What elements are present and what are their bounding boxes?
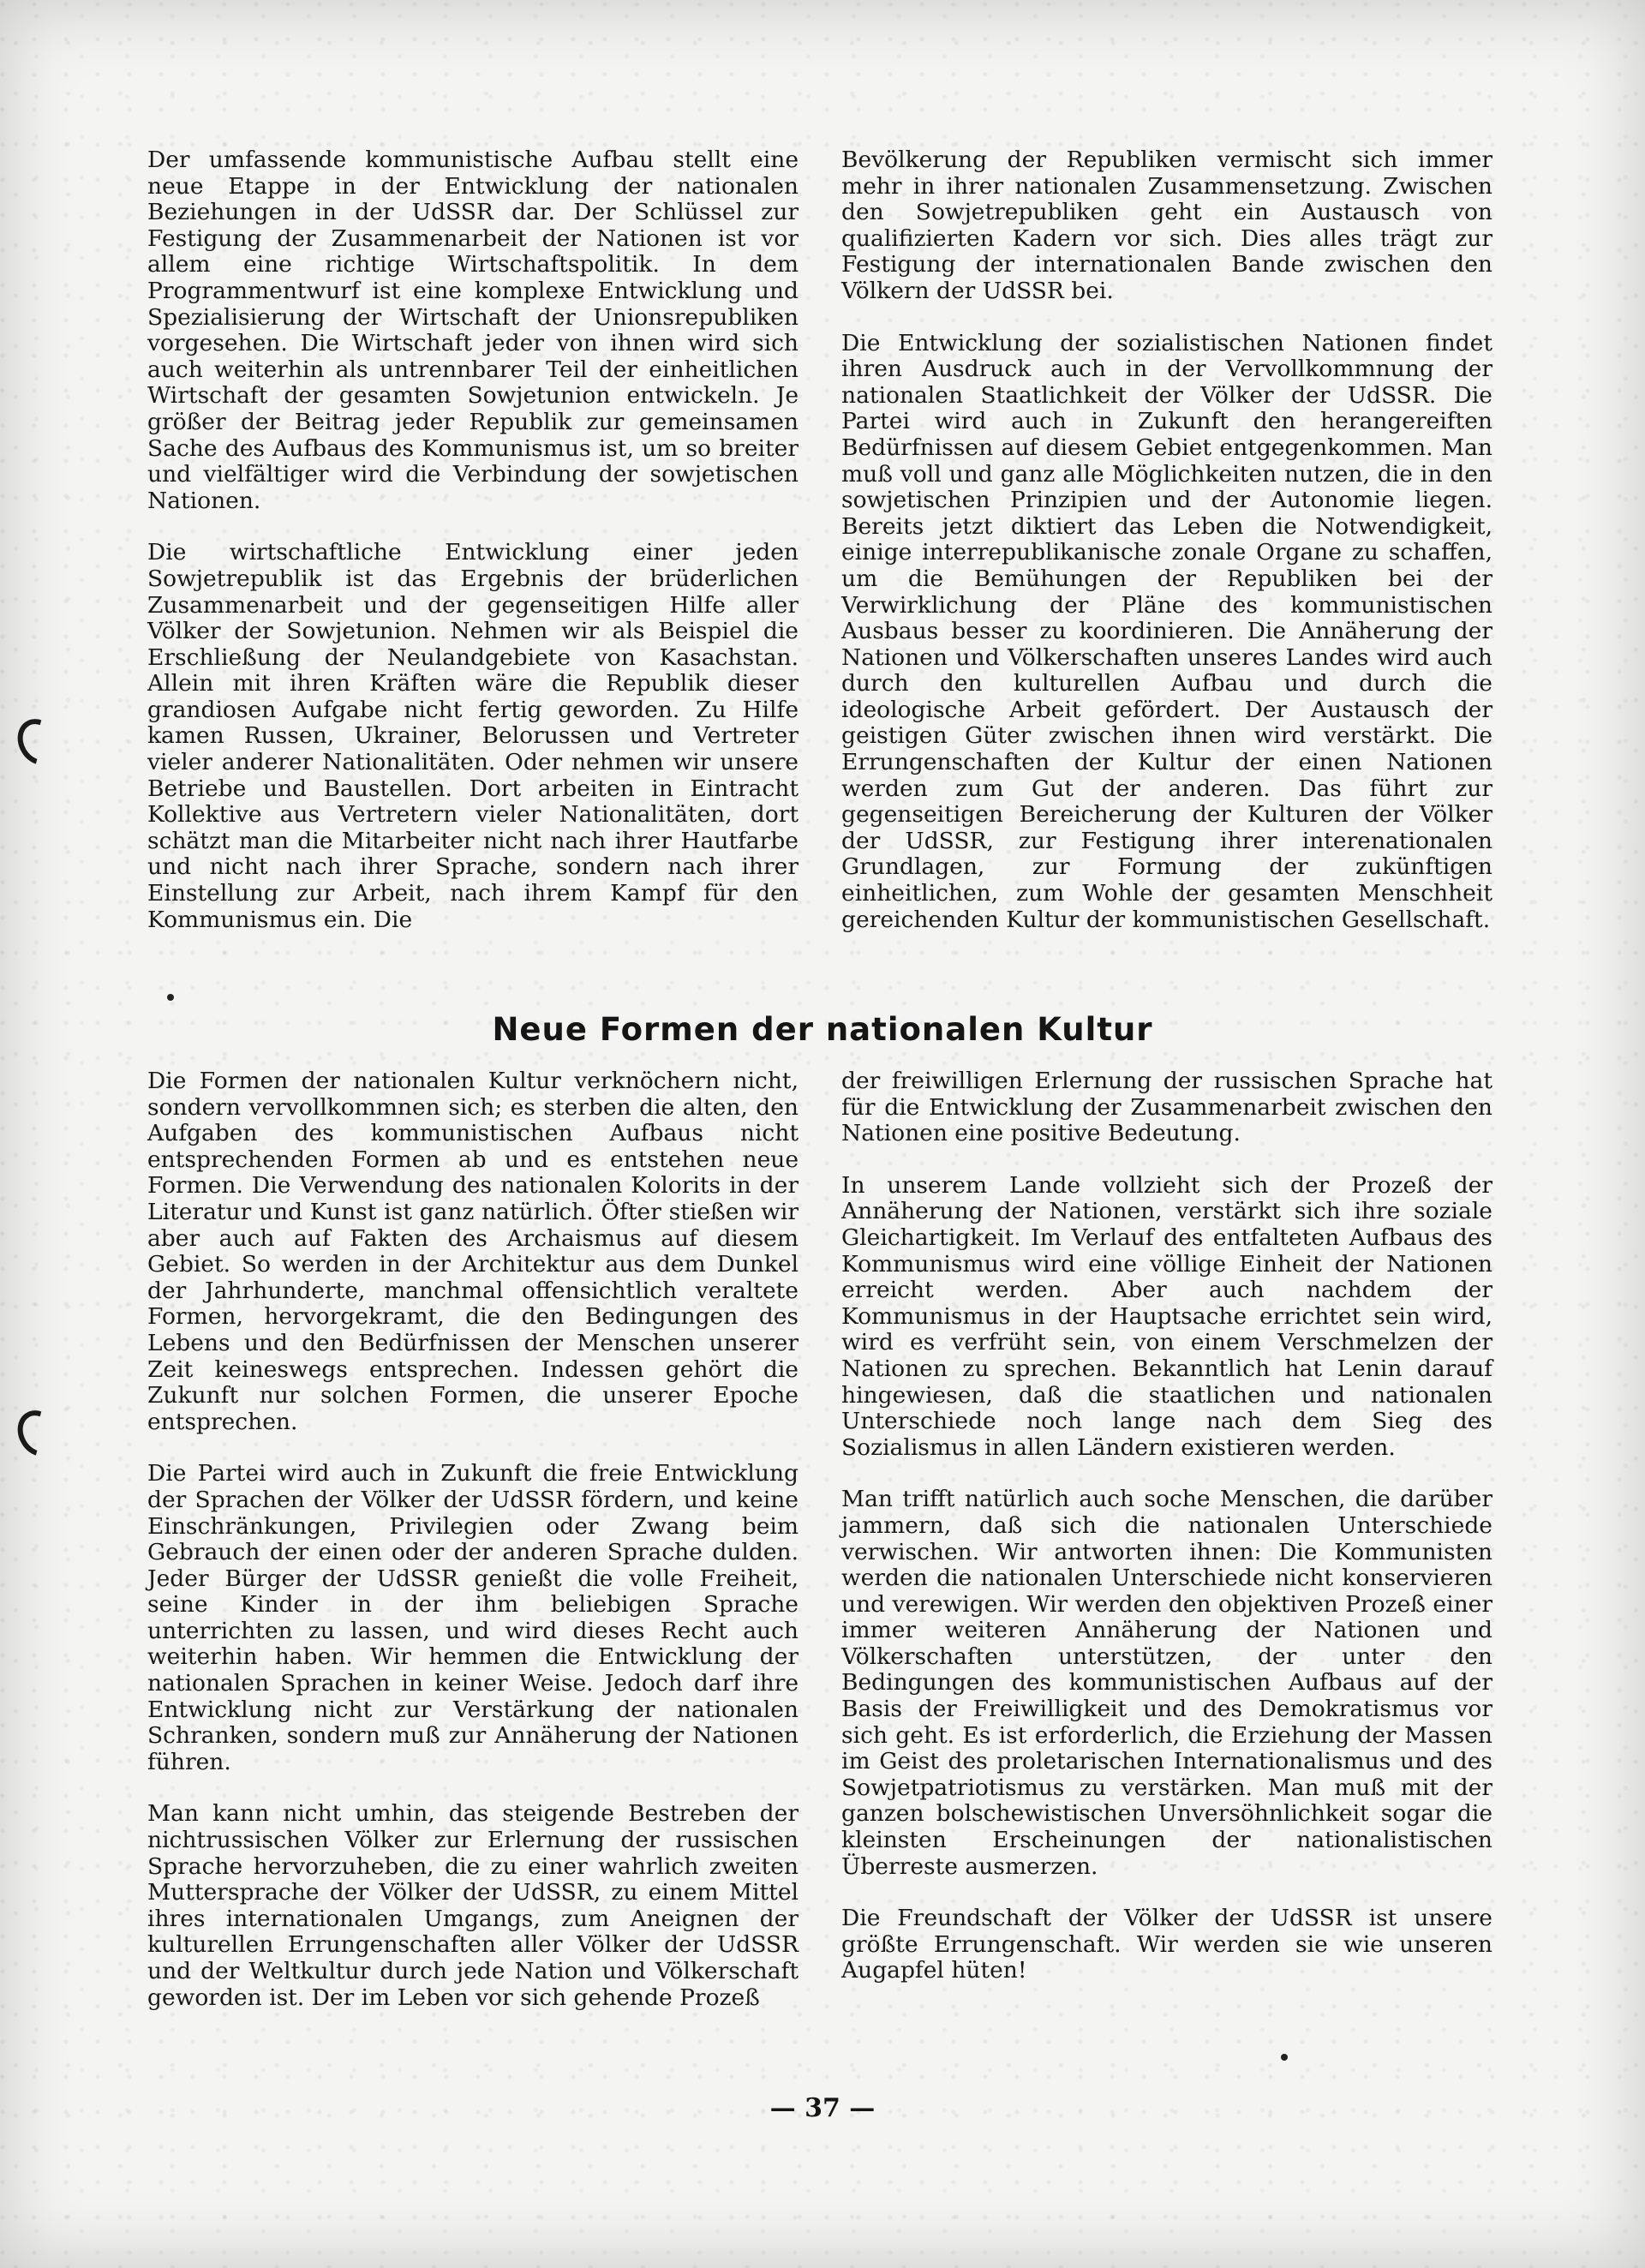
paragraph: In unserem Lande vollzieht sich der Prozeß der Annäherung der Nationen, verstärkt sich ihre soziale Gleichartigkeit. Im Verlauf des entfalteten Aufbaus des Kommunismus wird eine völlige Einheit der Nationen erreicht werden. Aber auch nachdem der Kommunismus in der Hauptsache errichtet sein wird, wird es verfrüht sein, von einem Verschmelzen der Nationen zu sprechen. Bekanntlich hat Lenin darauf hingewiesen, daß die staatlichen und nationalen Unterschiede noch lange nach dem Sieg des Sozialismus in allen Ländern existieren werden. [841,1171,1492,1461]
paragraph: Man trifft natürlich auch soche Menschen, die darüber jammern, daß sich die nationalen Unterschiede verwischen. Wir antworten ihnen: Die Kommunisten werden die nationalen Unterschiede nicht konservieren und verewigen. Wir werden den objektiven Prozeß einer immer weiteren Annäherung der Nationen und Völkerschaften unterstützen, der unter den Bedingungen des kommunistischen Aufbaus auf der Basis der Freiwilligkeit und des Demokratismus vor sich geht. Es ist erforderlich, die Erziehung der Massen im Geist des proletarischen Internationalismus und des Sowjetpatriotismus zu verstärken. Man muß mit der ganzen bolschewistischen Unversöhnlichkeit sogar die kleinsten Erscheinungen der nationalistischen Überreste ausmerzen. [841,1486,1492,1880]
hole-punch-mark [9,711,68,772]
column-right-top [841,147,1492,933]
column-left-top [147,147,799,933]
hole-punch-mark [9,1403,68,1463]
paragraph: Die Entwicklung der sozialistischen Nationen findet ihren Ausdruck auch in der Vervollkommnung der nationalen Staatlichkeit der Völker der UdSSR. Die Partei wird auch in Zukunft den herangereiften Bedürfnissen auf diesem Gebiet entgegenkommen. Man muß voll und ganz alle Möglichkeiten nutzen, die in den sowjetischen Prinzipien und der Autonomie liegen. Bereits jetzt diktiert das Leben die Notwendigkeit, einige interrepublikanische zonale Organe zu schaffen, um die Bemühungen der Republiken bei der Verwirklichung der Pläne des kommunistischen Ausbaus besser zu koordinieren. Die Annäherung der Nationen und Völkerschaften unseres Landes wird auch durch den kulturellen Aufbau und durch die ideologische Arbeit gefördert. Der Austausch der geistigen Güter zwischen ihnen wird verstärkt. Die Errungenschaften der Kultur der einen Nationen werden zum Gut der anderen. Das führt zur gegenseitigen Bereicherung der Kulturen der Völker der UdSSR, zur Festigung ihrer interenationalen Grundlagen, zur Formung der zukünftigen einheitlichen, zum Wohle der gesamten Menschheit gereichenden Kultur der kommunistischen Gesellschaft. [841,329,1492,933]
paragraph: Bevölkerung der Republiken vermischt sich immer mehr in ihrer nationalen Zusammensetzung. Zwischen den Sowjetrepubliken geht ein Austausch von qualifizierten Kadern vor sich. Dies alles trägt zur Festigung der internationalen Bande zwischen den Völkern der UdSSR bei. [841,147,1492,304]
ink-speck [167,994,174,1001]
page-number: — 37 — [769,2093,876,2123]
section-heading: Neue Formen der nationalen Kultur [492,1011,1153,1048]
paragraph: Die Freundschaft der Völker der UdSSR ist unsere größte Errungenschaft. Wir werden sie wie unseren Augapfel hüten! [841,1905,1492,1984]
paragraph: Die Partei wird auch in Zukunft die freie Entwicklung der Sprachen der Völker der UdSSR fördern, und keine Einschränkungen, Privilegien oder Zwang beim Gebrauch der einen oder der anderen Sprache dulden. Jeder Bürger der UdSSR genießt die volle Freiheit, seine Kinder in der ihm beliebigen Sprache unterrichten zu lassen, und wird dieses Recht auch weiterhin haben. Wir hemmen die Entwicklung der nationalen Sprachen in keiner Weise. Jedoch darf ihre Entwicklung nicht zur Verstärkung der nationalen Schranken, sondern muß zur Annäherung der Nationen führen. [147,1460,799,1775]
column-right-bottom [841,1068,1492,1984]
ink-speck [1281,2054,1288,2061]
paragraph: Die Formen der nationalen Kultur verknöchern nicht, sondern vervollkommnen sich; es sterben die alten, den Aufgaben des kommunistischen Aufbaus nicht entsprechenden Formen ab und es entstehen neue Formen. Die Verwendung des nationalen Kolorits in der Literatur und Kunst ist ganz natürlich. Öfter stießen wir aber auch auf Fakten des Archaismus auf diesem Gebiet. So werden in der Architektur aus dem Dunkel der Jahrhunderte, manchmal offensichtlich veraltete Formen, hervorgekramt, die den Bedingungen des Lebens und den Bedürfnissen der Menschen unserer Zeit keineswegs entsprechen. Indessen gehört die Zukunft nur solchen Formen, die unserer Epoche entsprechen. [147,1068,799,1435]
column-left-bottom [147,1068,799,2011]
paragraph: Der umfassende kommunistische Aufbau stellt eine neue Etappe in der Entwicklung der nationalen Beziehungen in der UdSSR dar. Der Schlüssel zur Festigung der Zusammenarbeit der Nationen ist vor allem eine richtige Wirtschaftspolitik. In dem Programmentwurf ist eine komplexe Entwicklung und Spezialisierung der Wirtschaft der Unionsrepubliken vorgesehen. Die Wirtschaft jeder von ihnen wird sich auch weiterhin als untrennbarer Teil der einheitlichen Wirtschaft der gesamten Sowjetunion entwickeln. Je größer der Beitrag jeder Republik zur gemeinsamen Sache des Aufbaus des Kommunismus ist, um so breiter und vielfältiger wird die Verbindung der sowjetischen Nationen. [147,147,799,514]
paragraph: Die wirtschaftliche Entwicklung einer jeden Sowjetrepublik ist das Ergebnis der brüderlichen Zusammenarbeit und der gegenseitigen Hilfe aller Völker der Sowjetunion. Nehmen wir als Beispiel die Erschließung der Neulandgebiete von Kasachstan. Allein mit ihren Kräften wäre die Republik dieser grandiosen Aufgabe nicht fertig geworden. Zu Hilfe kamen Russen, Ukrainer, Belorussen und Vertreter vieler anderer Nationalitäten. Oder nehmen wir unsere Betriebe und Baustellen. Dort arbeiten in Eintracht Kollektive aus Vertretern vieler Nationalitäten, dort schätzt man die Mitarbeiter nicht nach ihrer Hautfarbe und nicht nach ihrer Sprache, sondern nach ihrer Einstellung zur Arbeit, nach ihrem Kampf für den Kommunismus ein. Die [147,539,799,933]
paragraph: Man kann nicht umhin, das steigende Bestreben der nichtrussischen Völker zur Erlernung der russischen Sprache hervorzuheben, die zu einer wahrlich zweiten Muttersprache der Völker der UdSSR, zu einem Mittel ihres internationalen Umgangs, zum Aneignen der kulturellen Errungenschaften aller Völker der UdSSR und der Weltkultur durch jede Nation und Völkerschaft geworden ist. Der im Leben vor sich gehende Prozeß [147,1800,799,2011]
paragraph: der freiwilligen Erlernung der russischen Sprache hat für die Entwicklung der Zusammenarbeit zwischen den Nationen eine positive Bedeutung. [841,1068,1492,1147]
